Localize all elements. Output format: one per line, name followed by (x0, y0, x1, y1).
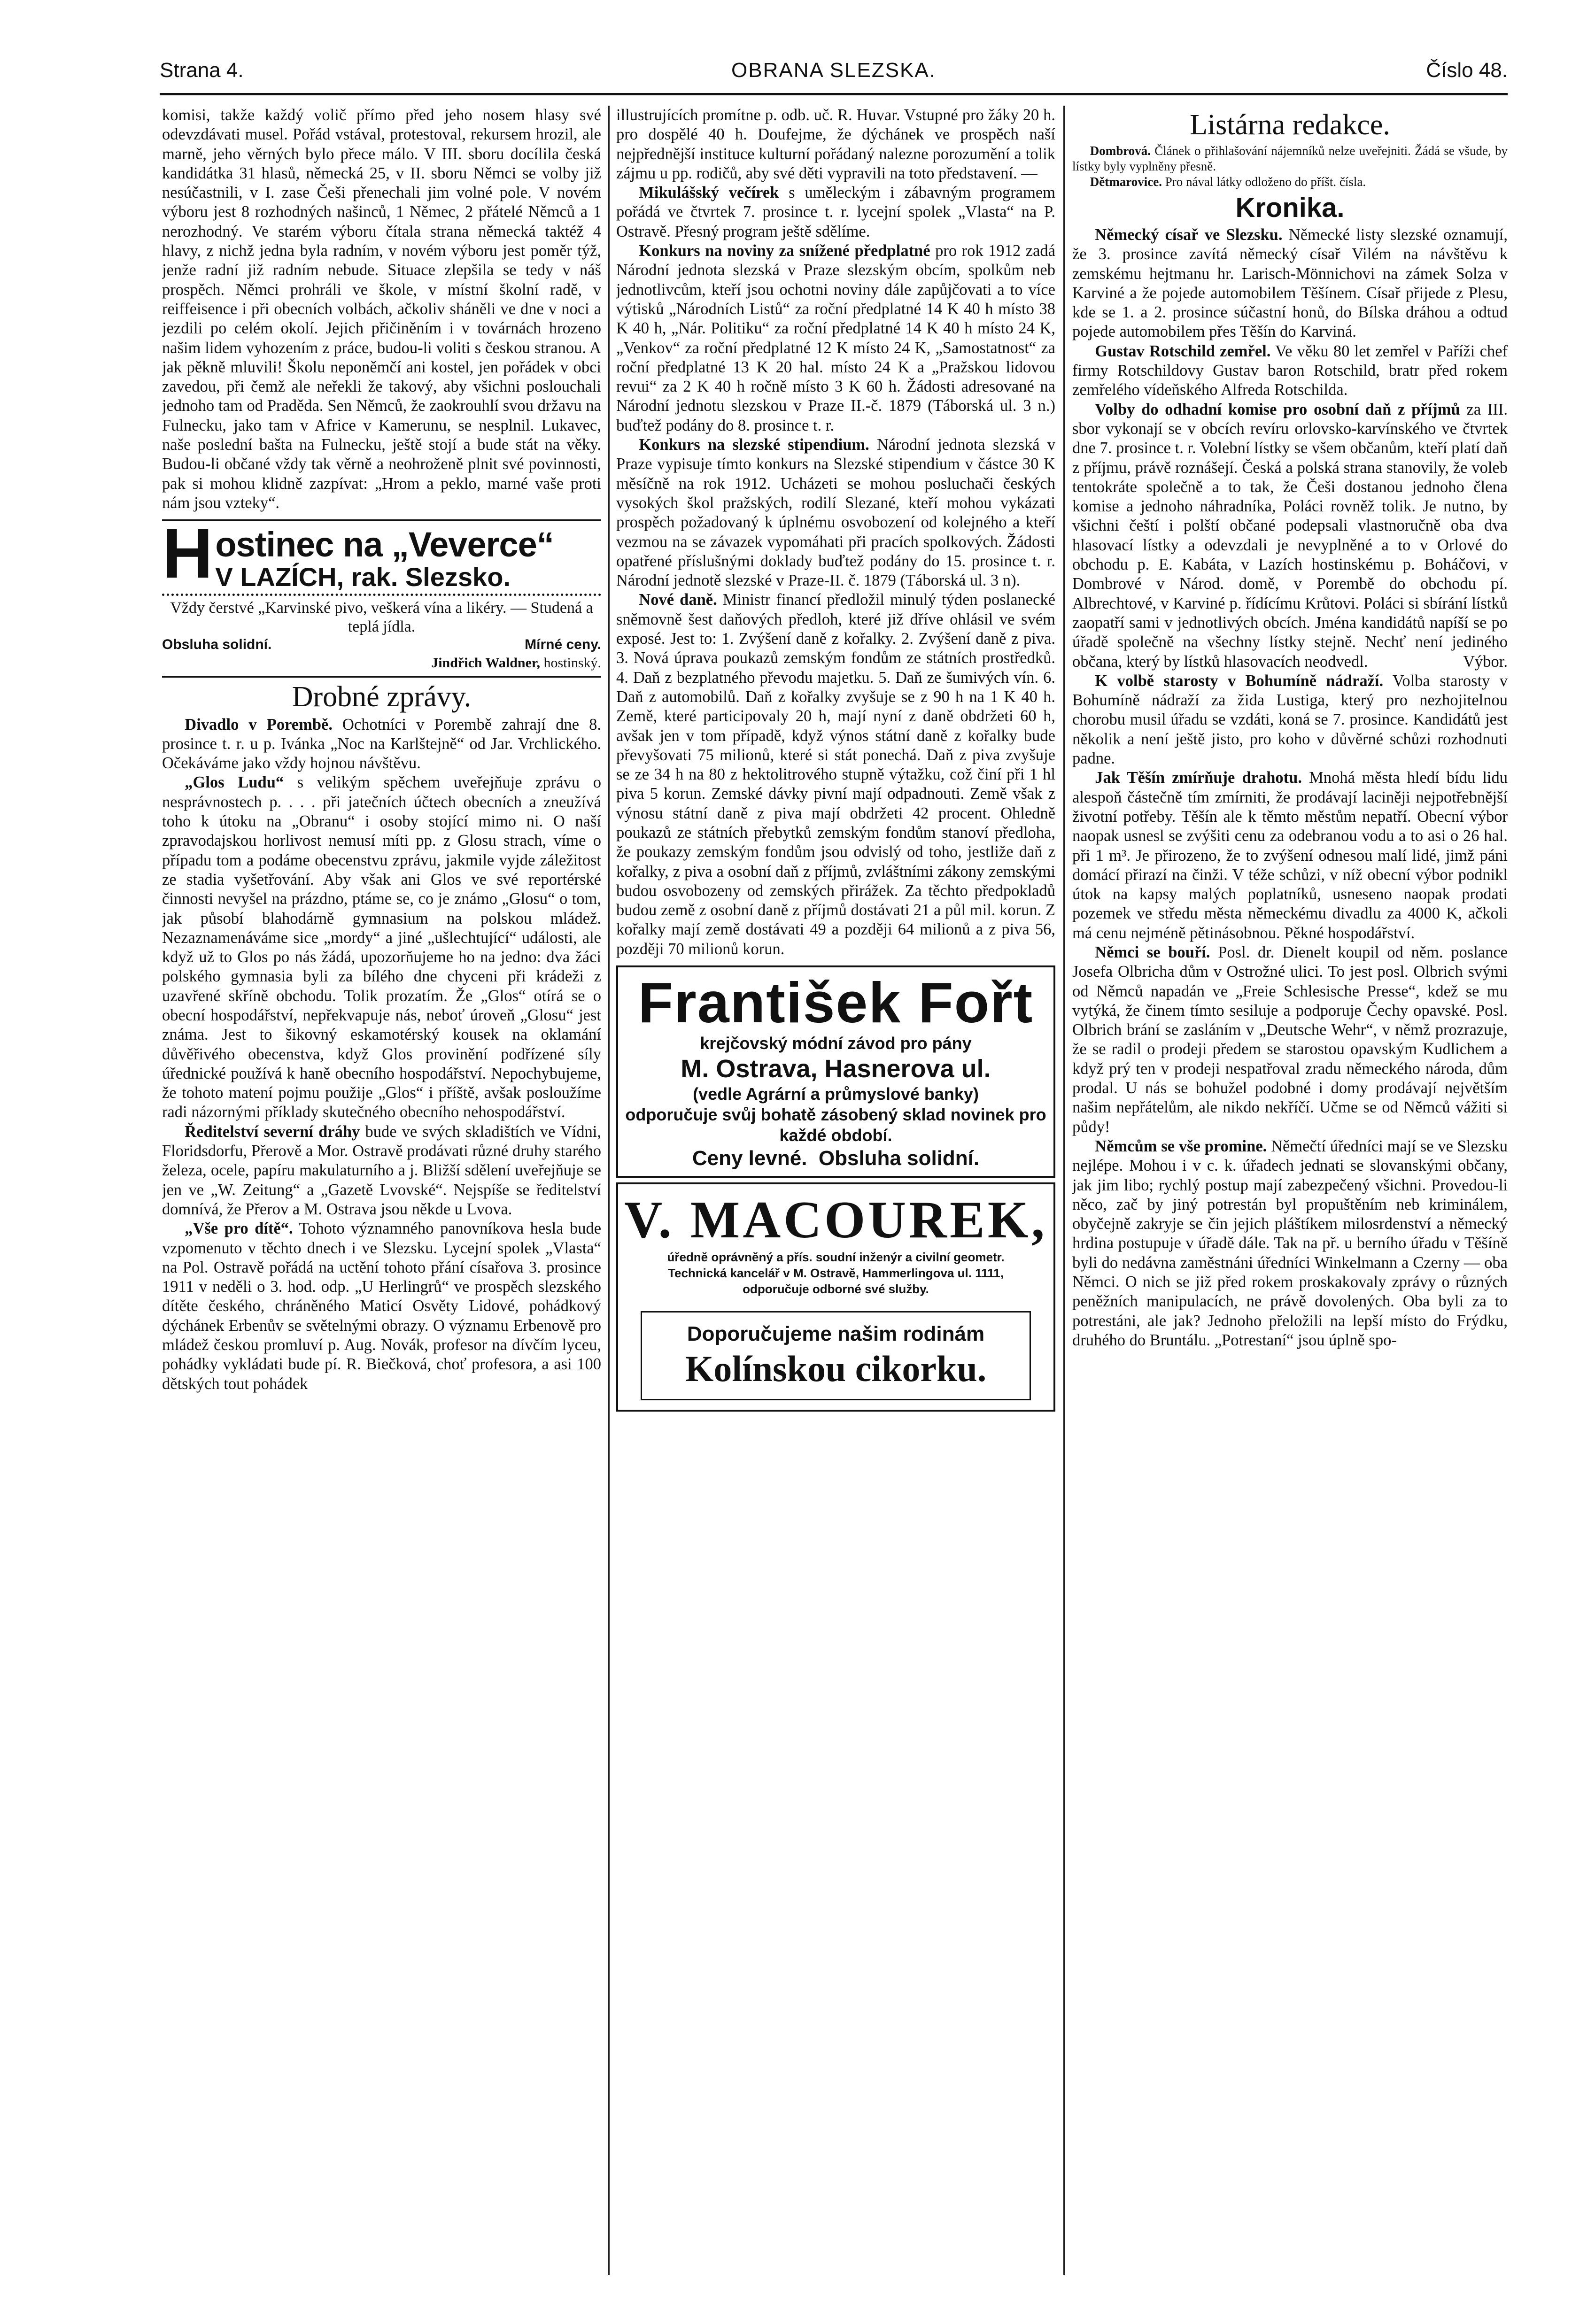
news-item: „Glos Ludu“ s velikým spěchem uveřejňuje zprávu o nesprávnostech p. . . . při jatečních účtech obecních a zneužívá toho k útoku na „Obranu“ i osoby stojící mimo ni. O naší zpravodajskou horlivost nemusí míti pp. z Glosu strach, víme o případu tom a podáme obecenstvu zprávu, jakmile vyjde záležitost ze stadia vyšetřování. Aby však ani Glos ve své reportérské činnosti nevyšel na prázdno, ptáme se, co je známo „Glosu“ o tom, jak působí blahodárně gymnasium na polskou mládež. Nezaznamenáváme sice „mordy“ a jiné „ušlechtující“ události, ale když už to Glos po nás žádá, upozorňujeme ho na jedno: dva žáci polského gymnasia byli za bílého dne chyceni při krádeži z uzavřené skříně obchodu. Tolik prozatím. Že „Glos“ otírá se o obecní hospodářství, nepřekvapuje nás, neboť úroveň „Glosu“ jest známa. Jest to šikovný eskamotérský kousek na oklamání důvěřivého obecenstva, když Glos provinění podřízené síly úřednické používá k haně obecního hospodářství. Nepochybujeme, že tohoto matení pojmu použije „Glos“ i příště, avšak posloužíme radi názornými příklady skutečného obecního nehospodářství. (162, 773, 601, 1121)
advertisement-macourek (616, 1182, 1055, 1412)
news-item: Divadlo v Porembě. Ochotníci v Porembě zahrají dne 8. prosince t. r. u p. Ivánka „Noc na Karlštejně“ od Jar. Vrchlického. Očekáváme jako vždy hojnou návštěvu. (162, 715, 601, 772)
ad-fort-name: František Fořt (638, 971, 1034, 1035)
news-item: Konkurs na noviny za snížené předplatné pro rok 1912 zadá Národní jednota slezská v Praze slezským obcím, spolkům neb jednotlivcům, kteří jsou ochotni noviny dále zapůjčovati a to více výtisků „Národních Listů“ za roční předplatné 14 K 40 h místo 38 K 40 h, „Nár. Politiku“ za roční předplatné 14 K 40 h místo 24 K, „Venkov“ za roční předplatné 12 K místo 24 K, „Samostatnost“ za roční předplatné 13 K 20 hal. místo 24 K a „Pražskou lidovou revui“ za 2 K 40 h ročně místo 3 K 60 h. Žádosti adresované na Národní jednotu slezskou v Praze II.-č. 1879 (Táborská ul. 3 n.) buďtež podány do 8. prosince t. r. (616, 242, 1055, 434)
news-item: Mikulášský večírek s uměleckým i zábavným programem pořádá ve čtvrtek 7. prosince t. r. lycejní spolek „Vlasta“ na P. Ostravě. Přesný program ještě sdělíme. (616, 184, 1055, 240)
news-item: Němcům se vše promine. Němečtí úředníci mají se ve Slezsku nejlépe. Mohou i v c. k. úřadech jednati se slovanskými občany, jak jim libo; rychlý postup mají zabezpečený všichni. Provedou-li něco, zač by jiný potrestán byl propuštěním neb kriminálem, obyčejně zakryje se čin jejich pláštíkem milosrdenství a německý hrdina postupuje v úřadě dále. Tak na př. u berního úřadu v Těšíně byli do nedávna zaměstnáni úředníci Winkelmann a Czerny — oba Němci. O nich se již před rokem proskakovaly zprávy o různých peněžních manipulacích, ne právě dovolených. Oba byli za to potrestáni, ale jak? Jednoho přeložili na lepší místo do Frýdku, druhého do Bruntálu. „Potrestaní“ jsou úplně spo- (1072, 1137, 1508, 1349)
ad-fort-line: krejčovský módní závod pro pány (700, 1034, 972, 1053)
page-number: Strana 4. (160, 59, 244, 82)
ad-cikorka (641, 1311, 1031, 1400)
ad-cikorka-product: Kolínskou cikorku. (685, 1348, 987, 1390)
column-1 (162, 106, 601, 2275)
ad-macourek-line: odporučuje odborné své služby. (743, 1282, 929, 1297)
ad-fort-line: (vedle Agrární a průmyslové banky) (693, 1084, 979, 1104)
ad-service: Obsluha solidní. (162, 637, 272, 653)
column-2 (616, 106, 1055, 2275)
ad-footer (162, 636, 601, 653)
listarna-title: Listárna redakce. (1190, 109, 1390, 141)
newspaper-title: OBRANA SLEZSKA. (731, 59, 936, 82)
article-continuation: komisi, takže každý volič přímo před jeho nosem hlasy své odevzdávati musel. Pořád vstával, protestoval, rekursem hrozil, ale marně, jeho věrných bylo přece málo. V III. sboru docílila česká kandidátka 31 hlasů, německá 25, v II. sboru Němci se volby již nesúčastnili, v I. zase Češi přenechali jim volné pole. V novém výboru jest 8 rozhodných našinců, 1 Němec, 2 přátelé Němců a 1 nerozhodný. Ve starém výboru čítala strana německá taktéž 4 hlavy, z nichž jedna byla radním, v novém výboru jest poměr týž, jenže radní již radním nebude. Situace zlepšila se tedy v náš prospěch. Němci prohráli ve škole, v místní školní radě, v reiffeisence i při obecních volbách, ačkoliv sháněli ve dne v noci a jezdili po celém okolí. Jejich přičiněním i v továrnách hrozeno našim lidem vyhozením z práce, budou-li voliti s českou stranou. A jak pěkně mluvili! Školu neponěmčí ani kostel, jen pořádek v obci zavedou, při čemž ale neřekli že takový, aby všichni poslouchali jednoho tam od Praděda. Sen Němců, že zaokrouhlí svou državu na Fulnecku, jako tam v Africe v Kamerunu, se nesplnil. Lukavec, naše poslední bašta na Fulnecku, ještě stojí a bude stát na věky. Budou-li občané vždy tak věrně a neohroženě plnit své povinnosti, pak si mohou klidně zazpívat: „Hrom a peklo, marné vaše proti nám jsou vzteky“. (162, 106, 601, 512)
issue-number: Číslo 48. (1426, 59, 1508, 82)
news-item: Gustav Rotschild zemřel. Ve věku 80 let zemřel v Paříži chef firmy Rotschildovy Gustav baron Rotschild, bratr před rokem zemřelého vídeňského Alfreda Rotschilda. (1072, 342, 1508, 399)
news-item: „Vše pro dítě“. Tohoto významného panovníkova hesla bude vzpomenuto v těchto dnech i ve Slezsku. Lycejní spolek „Vlasta“ na Pol. Ostravě pořádá na uctění tohoto přání císařova 3. prosince 1911 v neděli o 3. hod. odp. „U Herlingrů“ ve prospěch slezského dítěte českého, chráněného Maticí Osvěty Lidové, pohádkový dýchánek Erbenův se světelnými obrazy. O významu Erbenově pro mládež českou promluví p. Aug. Novák, profesor na dívčím lyceu, pohádky vykládati bude pí. R. Biečková, choť profesora, a asi 100 dětských tout pohádek (162, 1220, 601, 1393)
news-item: Jak Těšín zmírňuje drahotu. Mnohá města hledí bídu lidu alespoň částečně tím zmírniti, že prodávají laciněji nejpotřebnější životní potřeby. Těšín ale k těmto městům nepatří. Obecní výbor naopak usnesl se zvýšiti cenu za odebranou vodu a to asi o 26 hal. při 1 m³. Je přirozeno, že to zvýšení odnesou malí lidé, jimž páni domácí přirazí na činži. V téže schůzi, v níž obecní výbor podnikl útok na kapsy malých poplatníků, usneseno naopak prodati pozemek ve středu města německému divadlu za 4000 K, ačkoli má cenu nejméně pětinásobnou. Pěkné hospodářství. (1072, 769, 1508, 942)
ad-capital-letter: H (162, 514, 213, 593)
news-item: Volby do odhadní komise pro osobní daň z příjmů za III. sbor vykonají se v obcích revíru orlovsko-karvínského ve čtvrtek dne 7. prosince t. r. Volební lístky se všem občanům, kteří platí daň z příjmu, právě roznášejí. Česká a polská strana stanovily, že voleb tentokráte společně a to tak, že Češi dostanou jednoho člena komise a jednoho náhradníka, Poláci rovněž tolik. Je nutno, by všichni čeští i polští občané podepsali vlastnoručně oba dva hlasovací lístky a odevzdali je nevyplněné a to v Orlové do obchodu p. E. Kabáta, v Lazích hostinskému p. Boháčovi, v Dombrové v Národ. domě, v Porembě do obchodu pí. Albrechtové, v Karviné p. řídícímu Krůtovi. Poláci si sbírání lístků zaopatří sami v jednotlivých obcích. Jména kandidátů napíší se po úřadě společně na všechny lístky stejně. Nechť není jediného občana, který by lístků hlasovacích neodvedl. Výbor. (1072, 400, 1508, 672)
section-title: Drobné zprávy. (292, 680, 472, 713)
header-rule (160, 93, 1508, 95)
page-header (160, 59, 1508, 92)
ad-macourek-line: Technická kancelář v M. Ostravě, Hammerlingova ul. 1111, (668, 1266, 1004, 1281)
ad-fort-footer: Ceny levné. Obsluha solidní. (692, 1147, 980, 1170)
news-item: Nové daně. Ministr financí předložil minulý týden poslanecké sněmovně šest daňových předloh, které již dříve ohlásil ve svém exposé. Jest to: 1. Zvýšení daně z kořalky. 2. Zvýšení daně z piva. 3. Nová úprava poukazů zemským fondům ze státních prostředků. 4. Daň z bezplatného převodu majetku. 5. Daň ze šumivých vín. 6. Daň z automobilů. Daň z kořalky zvyšuje se z 90 h na 1 K 40 h. Země, které participovaly 20 h, mají nyní z daně obdržeti 60 h, avšak jen v tom případě, když výnos státní daně z kořalky bude převyšovati 75 milionů, které si stát ponechá. Daň z piva zvyšuje se ze 34 h na 80 z hektolitrového stupně výtažku, což činí při 1 hl piva 5 korun. Zemské dávky pivní mají odpadnouti. Země však z výnosu státní daně z piva mají obdržeti 42 procent. Ohledně poukazů ze státních přebytků zemským fondům stanoví předloha, že poukazy zemským fondům jsou odvislý od toho, jestliže daň z kořalky, z piva a osobní daň z příjmů, zvláštními zákony zemskými budou osvobozeny od zemských přirážek. Za těchto předpokladů budou země z osobní daně z příjmů dostávati 21 a půl mil. korun. Z kořalky mají země dostávati 49 a později 64 milionů a z piva 56, později 70 milionů korun. (616, 591, 1055, 958)
ad-cikorka-line: Doporučujeme našim rodinám (687, 1322, 985, 1346)
advertisement-veverce (162, 514, 601, 677)
ad-fort-line: odporučuje svůj bohatě zásobený sklad novinek pro každé období. (625, 1105, 1046, 1145)
news-item: Konkurs na slezské stipendium. Národní jednota slezská v Praze vypisuje tímto konkurs na Slezské stipendium v částce 30 K měsíčně na rok 1912. Ucházeti se mohou posluchači českých vysokých škol pražských, rodilí Slezané, kteří mohou vykázati prospěch požadovaný k úplnému osvobození od kolejného a kteří vezmou na se závazek vypomáhati při pracích spolkových. Žádosti opatřené příslušnými doklady buďtež podány do 15. prosince t. r. Národní jednotě slezské v Praze-II. č. 1879 (Táborská ul. 3 n). (616, 436, 1055, 590)
news-item: Německý císař ve Slezsku. Německé listy slezské oznamují, že 3. prosince zavítá německý císař Vilém na návštěvu k zemskému hejtmanu hr. Larisch-Mönnichovi na zámek Solza v Karviné a že pojede automobilem Těšínem. Císař přijede z Plesu, kde se 1. a 2. prosince súčastní honů, do Bílska dráhou a odtud pojede automobilem přes Těšín do Karviná. (1072, 226, 1508, 341)
editor-note: Dombrová. Článek o přihlašování nájemníků nelze uveřejniti. Žádá se všude, by lístky byly vyplněny přesně. (1072, 144, 1508, 173)
ad-body: Vždy čerstvé „Karvinské pivo, veškerá vína a likéry. — Studená a teplá jídla. (170, 599, 593, 636)
ad-macourek-line: úředně oprávněný a přís. soudní inženýr a civilní geometr. (667, 1250, 1005, 1265)
ad-fort-address: M. Ostrava, Hasnerova ul. (681, 1055, 991, 1083)
ad-location: V LAZÍCH, rak. Slezsko. (162, 563, 601, 596)
kronika-title: Kronika. (1235, 193, 1345, 223)
advertisement-fort (616, 965, 1055, 1178)
news-item: Ředitelství severní dráhy bude ve svých skladištích ve Vídni, Floridsdorfu, Přerově a Mor. Ostravě prodávati různé druhy starého železa, ocele, papíru makulaturního a j. Bližší sdělení uveřejňuje se jen ve „W. Zeitung“ a „Gazetě Lvovské“. Nejspíše se ředitelství domnívá, že Přerov a M. Ostrava jsou někde u Lvova. (162, 1122, 601, 1218)
ad-headline: Hostinec na „Veverce“ (162, 514, 554, 593)
signature: Výbor. (1463, 652, 1508, 671)
editor-note: Dětmarovice. Pro nával látky odloženo do příšt. čísla. (1090, 175, 1366, 189)
ad-owner: Jindřich Waldner, hostinský. (431, 655, 601, 671)
news-item: Němci se bouří. Posl. dr. Dienelt koupil od něm. poslance Josefa Olbricha dům v Ostrožné ulici. To jest posl. Olbrich svými od Němců napadán ve „Freie Schlesische Presse“, kdež se mu vytýká, že činem tímto sesiluje a podporuje Čechy opavské. Posl. Olbrich brání se zasláním v „Deutsche Wehr“, v němž prozrazuje, že se radil o prodeji předem se starostou opavským Kudlichem a když prý ten v prodeji nespatřoval zradu německého národa, dům prodal. U nás se bohužel podobné i domy prodávají největším našim nepřátelům, ale nikdo nekříčí. Učme se od Němců vážiti si půdy! (1072, 943, 1508, 1136)
article-continuation: illustrujících promítne p. odb. uč. R. Huvar. Vstupné pro žáky 20 h. pro dospělé 40 h. Doufejme, že dýchánek ve prospěch naší nejpřednější instituce kulturní pořádaný nalezne porozumění a tolik zájmu u pp. rodičů, aby své děti vypravili na toto představení. — (616, 106, 1055, 182)
ad-macourek-name: V. MACOUREK, (624, 1191, 1047, 1250)
news-item: K volbě starosty v Bohumíně nádraží. Volba starosty v Bohumíně nádraží za žida Lustiga, který pro nezhojitelnou chorobu musil úřadu se vzdáti, koná se 7. prosince. Kandidátů jest několik a není ještě jisto, pro koho v důvěrné schůzi rozhodnuti padne. (1072, 672, 1508, 768)
column-3 (1072, 106, 1508, 2275)
column-divider (1063, 106, 1065, 2275)
column-divider (608, 106, 610, 2275)
ad-prices: Mírné ceny. (525, 637, 601, 653)
